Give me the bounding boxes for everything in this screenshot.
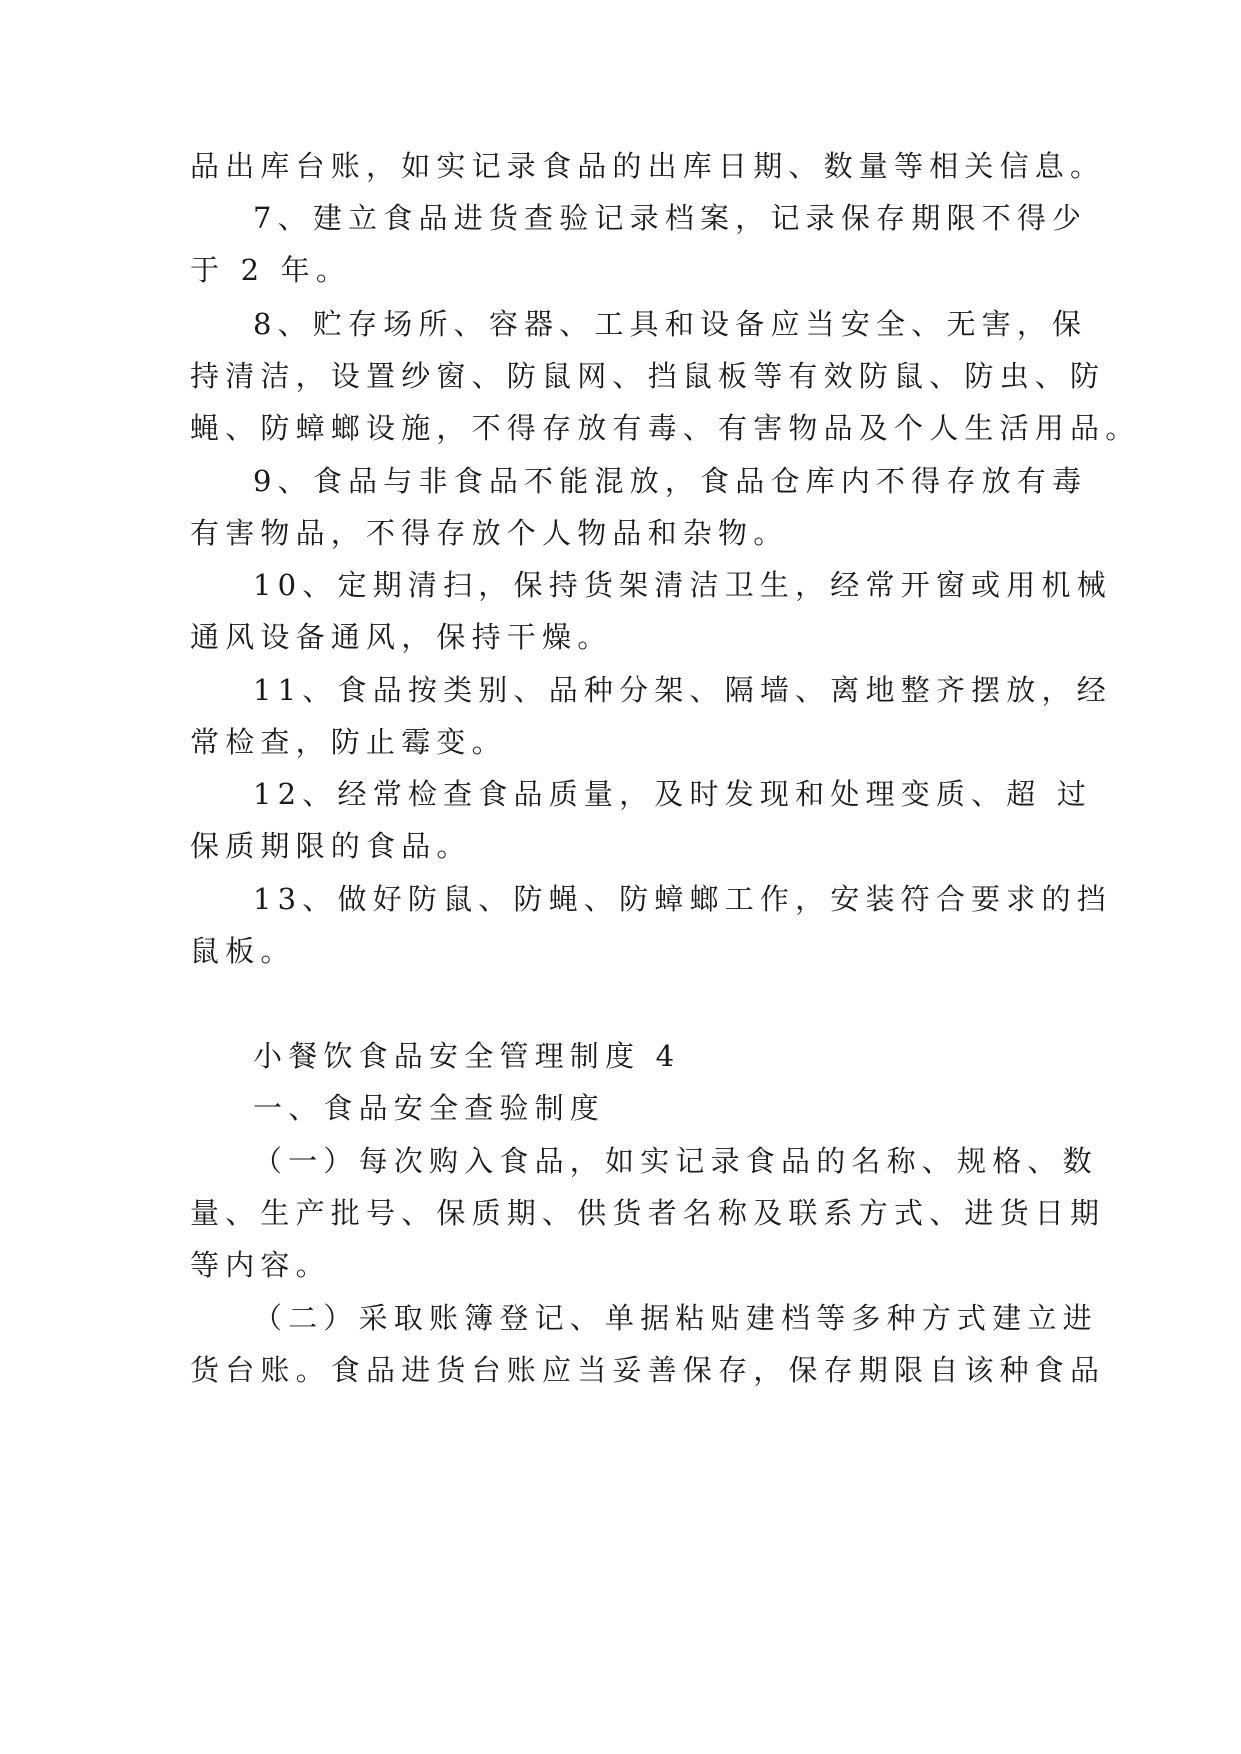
- text-line: 通风设备通风，保持干燥。: [190, 620, 613, 654]
- section-heading: 一、食品安全查验制度: [253, 1091, 606, 1125]
- list-item-11: 11、食品按类别、品种分架、隔墙、离地整齐摆放，经: [253, 673, 1112, 707]
- text-line: 量、生产批号、保质期、供货者名称及联系方式、进货日期: [190, 1196, 1106, 1230]
- text-line: 品出库台账，如实记录食品的出库日期、数量等相关信息。: [190, 149, 1106, 183]
- list-item-two: （二）采取账簿登记、单据粘贴建档等多种方式建立进: [253, 1301, 1098, 1335]
- list-item-9: 9、食品与非食品不能混放，食品仓库内不得存放有毒: [253, 464, 1088, 498]
- text-line: 常检查，防止霉变。: [190, 725, 507, 759]
- text-line: 货台账。食品进货台账应当妥善保存，保存期限自该种食品: [190, 1353, 1106, 1387]
- text-line: 鼠板。: [190, 934, 296, 968]
- text-line: 于 2 年。: [190, 253, 352, 287]
- text-line: 持清洁，设置纱窗、防鼠网、挡鼠板等有效防鼠、防虫、防: [190, 359, 1106, 393]
- text-line: 等内容。: [190, 1248, 331, 1282]
- text-line: 有害物品，不得存放个人物品和杂物。: [190, 516, 789, 550]
- list-item-7: 7、建立食品进货查验记录档案，记录保存期限不得少: [253, 201, 1088, 235]
- section-title: 小餐饮食品安全管理制度 4: [253, 1039, 681, 1073]
- text-line: 蝇、防蟑螂设施，不得存放有毒、有害物品及个人生活用品。: [190, 411, 1141, 445]
- list-item-13: 13、做好防鼠、防蝇、防蟑螂工作，安装符合要求的挡: [253, 882, 1112, 916]
- list-item-12: 12、经常检查食品质量，及时发现和处理变质、超 过: [253, 777, 1093, 811]
- list-item-8: 8、贮存场所、容器、工具和设备应当安全、无害，保: [253, 307, 1088, 341]
- text-line: 保质期限的食品。: [190, 829, 472, 863]
- list-item-10: 10、定期清扫，保持货架清洁卫生，经常开窗或用机械: [253, 568, 1112, 602]
- list-item-one: （一）每次购入食品，如实记录食品的名称、规格、数: [253, 1144, 1098, 1178]
